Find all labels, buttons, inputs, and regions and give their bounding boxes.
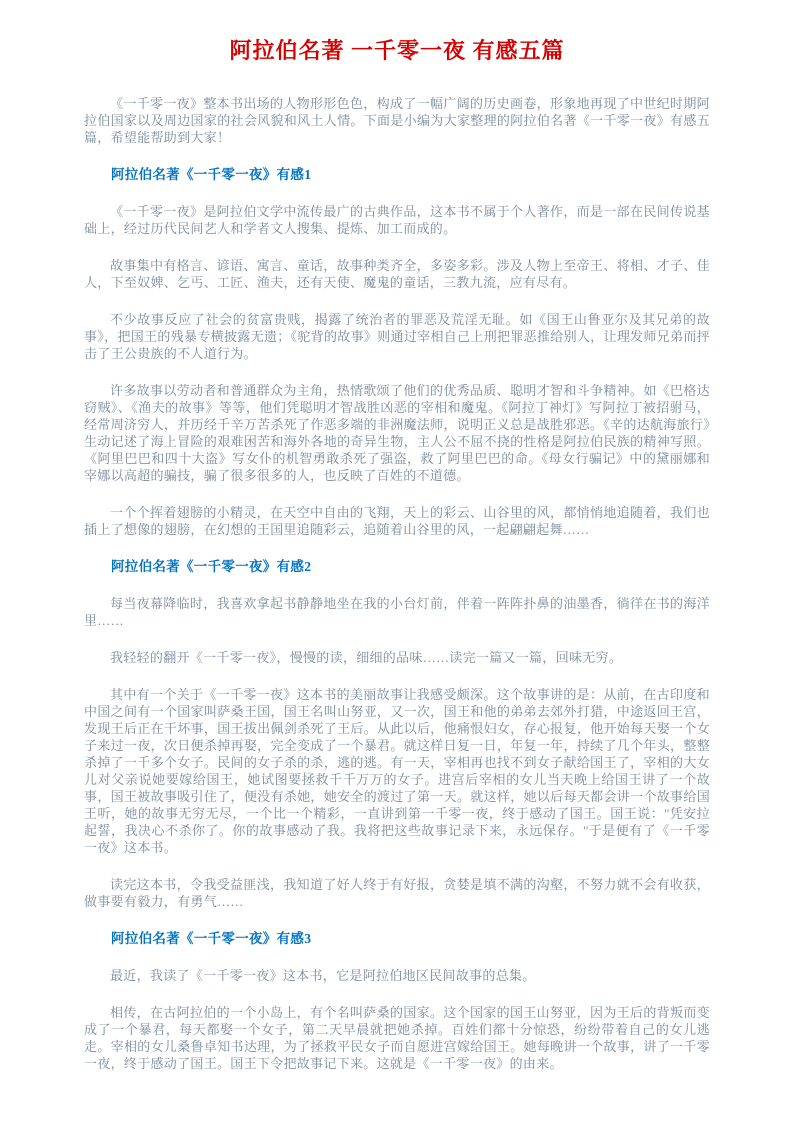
body-paragraph: 最近，我读了《一千零一夜》这本书，它是阿拉伯地区民间故事的总集。: [110, 968, 536, 983]
body-paragraph: 《一千零一夜》是阿拉伯文学中流传最广的古典作品，这本书不属于个人著作，而是一部在民间传说基础上，经过历代民间艺人和学者文人搜集、提炼、加工而成的。: [84, 204, 710, 236]
intro-paragraph: 《一千零一夜》整本书出场的人物形形色色，构成了一幅广阔的历史画卷，形象地再现了中世纪时期阿拉伯国家以及周边国家的社会风貌和风土人情。下面是小编为大家整理的阿拉伯名著《一千零一夜》有感五篇，希望能帮助到大家！: [84, 96, 710, 145]
body-paragraph: 一个个挥着翅膀的小精灵，在天空中自由的飞翔，天上的彩云、山谷里的风，都悄悄地追随着，我们也插上了想像的翅膀，在幻想的王国里追随彩云，追随着山谷里的风，一起翩翩起舞……: [84, 505, 710, 537]
body-paragraph: 读完这本书，令我受益匪浅，我知道了好人终于有好报，贪婪是填不满的沟壑，不努力就不会有收获，做事要有毅力，有勇气……: [84, 877, 710, 909]
page-title: 阿拉伯名著 一千零一夜 有感五篇: [229, 38, 565, 63]
section-heading-2: 阿拉伯名著《一千零一夜》有感2: [111, 559, 312, 574]
body-paragraph: 许多故事以劳动者和普通群众为主角，热情歌颂了他们的优秀品质、聪明才智和斗争精神。如《巴格达窃贼》、《渔夫的故事》等等，他们凭聪明才智战胜凶恶的宰相和魔鬼。《阿拉丁神灯》写阿拉丁被招驸马，经常周济穷人，并历经千辛万苦杀死了作恶多端的非洲魔法师，说明正义总是战胜邪恶。《辛的达航海旅行》生动记述了海上冒险的艰难困苦和海外各地的奇异生物，主人公不屈不挠的性格是阿拉伯民族的精神写照。《阿里巴巴和四十大盗》写女仆的机智勇敢杀死了强盗，救了阿里巴巴的命。《母女行骗记》中的黛丽娜和宰娜以高超的骗技，骗了很多很多的人，也反映了百姓的不道德。: [84, 383, 710, 483]
section-heading-3: 阿拉伯名著《一千零一夜》有感3: [111, 931, 312, 946]
body-paragraph: 故事集中有格言、谚语、寓言、童话，故事种类齐全，多姿多彩。涉及人物上至帝王、将相、才子、佳人，下至奴婢、乞丐、工匠、渔夫，还有天使、魔鬼的童话，三教九流，应有尽有。: [84, 258, 710, 290]
body-paragraph: 每当夜幕降临时，我喜欢拿起书静静地坐在我的小台灯前，伴着一阵阵扑鼻的油墨香，徜徉在书的海洋里……: [84, 596, 710, 628]
section-heading-1: 阿拉伯名著《一千零一夜》有感1: [111, 167, 312, 182]
body-paragraph: 其中有一个关于《一千零一夜》这本书的美丽故事让我感受颇深。这个故事讲的是：从前，在古印度和中国之间有一个国家叫萨桑王国，国王名叫山努亚，又一次，国王和他的弟弟去郊外打猎，中途返回王宫，发现王后正在干坏事，国王拔出佩剑杀死了王后。从此以后，他痛恨妇女，存心报复，他开始每天娶一个女子来过一夜，次日便杀掉再娶，完全变成了一个暴君。就这样日复一日，年复一年，持续了几个年头，整整杀掉了一千多个女子。民间的女子杀的杀，逃的逃。有一天，宰相再也找不到女子献给国王了，宰相的大女儿对父亲说她要嫁给国王，她试图要拯救千千万万的女子。进宫后宰相的女儿当天晚上给国王讲了一个故事，国王被故事吸引住了，便没有杀她，她安全的渡过了第一天。就这样，她以后每天都会讲一个故事给国王听，她的故事无穷无尽，一个比一个精彩，一直讲到第一千零一夜，终于感动了国王。国王说：''凭安拉起誓，我决心不杀你了。你的故事感动了我。我将把这些故事记录下来，永远保存。''于是便有了《一千零一夜》这本书。: [84, 687, 710, 855]
body-paragraph: 不少故事反应了社会的贫富贵贱，揭露了统治者的罪恶及荒淫无耻。如《国王山鲁亚尔及其兄弟的故事》，把国王的残暴专横披露无遗；《驼背的故事》则通过宰相自己上刑把罪恶推给别人，让理发师兄弟而抨击了王公贵族的不人道行为。: [84, 312, 710, 361]
body-paragraph: 相传，在古阿拉伯的一个小岛上，有个名叫萨桑的国家。这个国家的国王山努亚，因为王后的背叛而变成了一个暴君，每天都娶一个女子，第二天早晨就把她杀掉。百姓们都十分惊恐，纷纷带着自己的女儿逃走。宰相的女儿桑鲁卓知书达理，为了拯救平民女子而自愿进宫嫁给国王。她每晚讲一个故事，讲了一千零一夜，终于感动了国王。国王下令把故事记下来。这就是《一千零一夜》的由来。: [84, 1005, 710, 1071]
body-paragraph: 我轻轻的翻开《一千零一夜》，慢慢的读，细细的品味……读完一篇又一篇，回味无穷。: [110, 650, 623, 665]
